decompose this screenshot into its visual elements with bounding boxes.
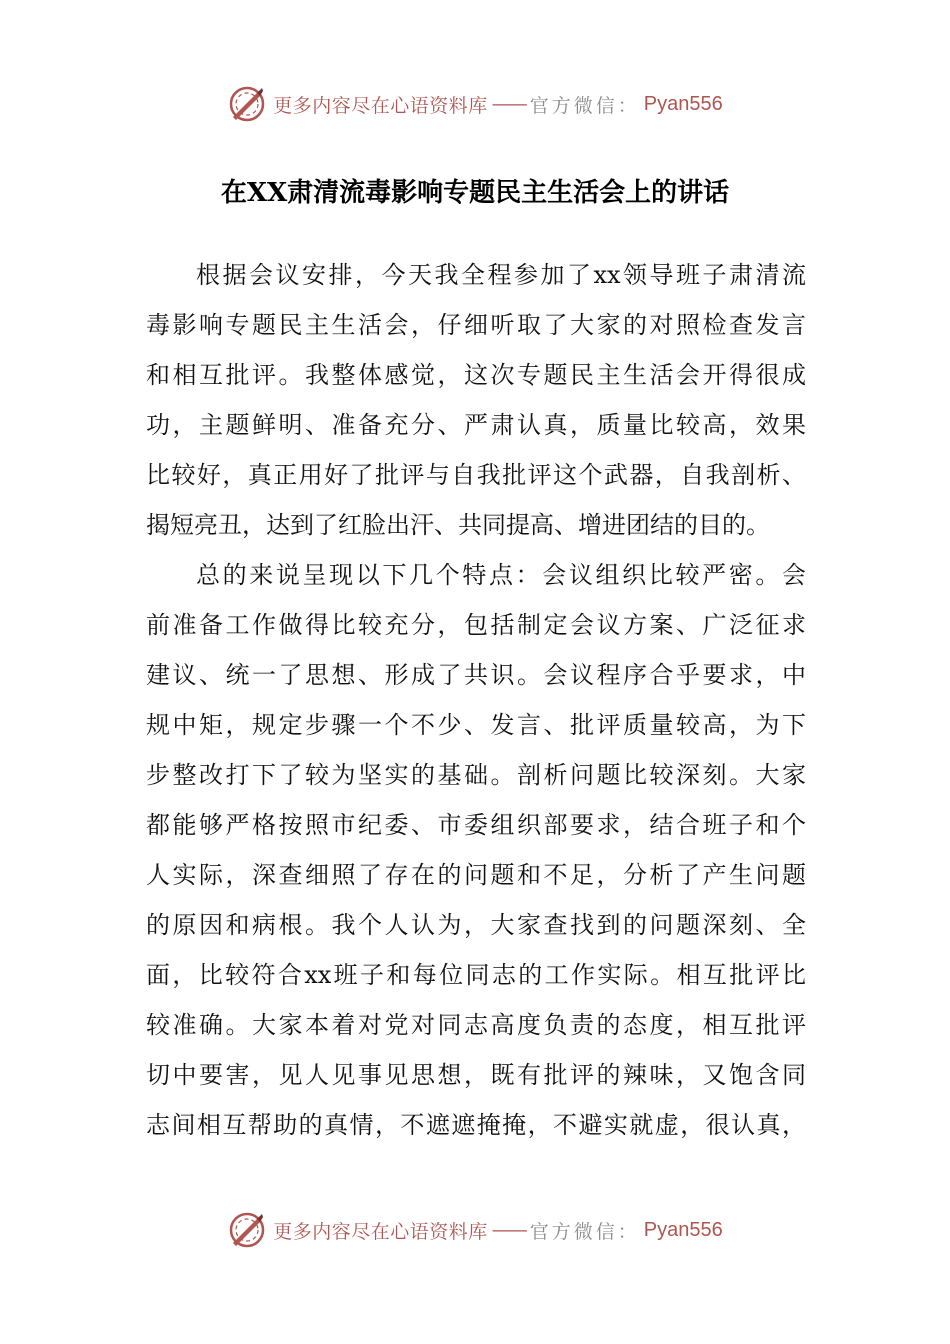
footer-watermark bbox=[0, 1208, 950, 1252]
watermark-wechat-label: 官方微信： bbox=[529, 94, 640, 117]
paragraph-line: 步整改打下了较为坚实的基础。剖析问题比较深刻。大家 bbox=[146, 761, 806, 789]
watermark-wechat-label: 官方微信： bbox=[529, 1220, 640, 1243]
watermark-dash: —— bbox=[491, 1219, 526, 1241]
watermark-site-text: 更多内容尽在心语资料库 bbox=[273, 94, 488, 117]
paragraph-line: 的原因和病根。我个人认为，大家查找到的问题深刻、全 bbox=[146, 911, 806, 939]
paragraph-line: 志间相互帮助的真情，不遮遮掩掩，不避实就虚，很认真， bbox=[146, 1111, 806, 1139]
watermark-site-text: 更多内容尽在心语资料库 bbox=[273, 1220, 488, 1243]
paragraph-line: 比较好，真正用好了批评与自我批评这个武器，自我剖析、 bbox=[146, 461, 806, 489]
pen-circle-logo-icon bbox=[227, 84, 267, 124]
paragraph-line: 毒影响专题民主生活会，仔细听取了大家的对照检查发言 bbox=[146, 311, 806, 339]
pen-circle-logo-icon bbox=[227, 1210, 267, 1250]
paragraph-line: 切中要害，见人见事见思想，既有批评的辣味，又饱含同 bbox=[146, 1061, 806, 1089]
paragraph-line: 人实际，深查细照了存在的问题和不足，分析了产生问题 bbox=[146, 861, 806, 889]
paragraph-line: 面，比较符合xx班子和每位同志的工作实际。相互批评比 bbox=[146, 961, 806, 989]
paragraph-line: 建议、统一了思想、形成了共识。会议程序合乎要求，中 bbox=[146, 661, 806, 689]
watermark-wechat-id: Pyan556 bbox=[643, 1218, 723, 1241]
paragraph-line: 较准确。大家本着对党对同志高度负责的态度，相互批评 bbox=[146, 1011, 806, 1039]
paragraph-line: 揭短亮丑，达到了红脸出汗、共同提高、增进团结的目的。 bbox=[146, 511, 770, 539]
paragraph-line: 规中矩，规定步骤一个不少、发言、批评质量较高，为下 bbox=[146, 711, 806, 739]
paragraph-line: 总的来说呈现以下几个特点：会议组织比较严密。会 bbox=[196, 561, 806, 589]
header-watermark bbox=[0, 82, 950, 126]
document-title: 在XX肃清流毒影响专题民主生活会上的讲话 bbox=[220, 178, 730, 208]
paragraph-line: 和相互批评。我整体感觉，这次专题民主生活会开得很成 bbox=[146, 361, 806, 389]
paragraph-line: 功，主题鲜明、准备充分、严肃认真，质量比较高，效果 bbox=[146, 411, 806, 439]
watermark-wechat-id: Pyan556 bbox=[643, 92, 723, 115]
paragraph-line: 根据会议安排，今天我全程参加了xx领导班子肃清流 bbox=[196, 261, 806, 289]
paragraph-line: 都能够严格按照市纪委、市委组织部要求，结合班子和个 bbox=[146, 811, 806, 839]
paragraph-line: 前准备工作做得比较充分，包括制定会议方案、广泛征求 bbox=[146, 611, 806, 639]
watermark-dash: —— bbox=[491, 93, 526, 115]
document-body bbox=[146, 250, 806, 1150]
